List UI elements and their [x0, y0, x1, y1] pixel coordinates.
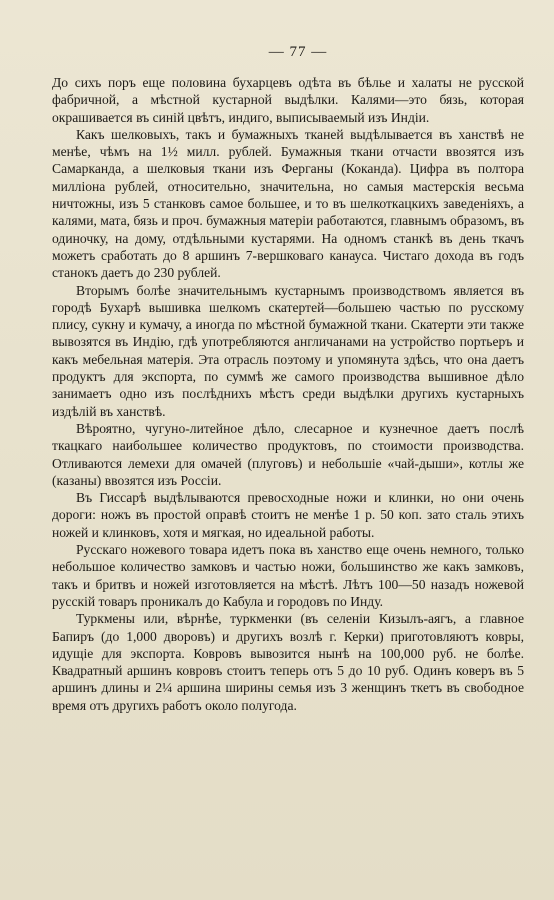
page-number: — 77 —: [268, 44, 328, 60]
paragraph: Вѣроятно, чугуно-литейное дѣло, слесарное и кузнечное даетъ послѣ ткацкаго наибольшее количество продуктовъ, по стоимости производства. Отливаются лемехи для омачей (плуговъ) и небольшіе «чай-дыши», котлы же (казаны) ввозятся изъ Россіи.: [52, 420, 524, 488]
paragraph: Вторымъ болѣе значительнымъ кустарнымъ производствомъ является въ городѣ Бухарѣ вышивка шелкомъ скатертей—большею частью по русскому плису, сукну и кумачу, а иногда по мѣстной бумажной ткани. Скатерти эти также вывозятся въ Индію, гдѣ употребляются англичанами на устройство портьеръ и какъ мебельная матерія. Эта отрасль поэтому и упомянута здѣсь, что она даетъ продуктъ для экспорта, по суммѣ же самого производства вышивное дѣло занимаетъ одно изъ послѣднихъ мѣстъ среди выдѣлки другихъ кустарныхъ издѣлій въ ханствѣ.: [52, 282, 524, 419]
paragraph: Туркмены или, вѣрнѣе, туркменки (въ селеніи Кизылъ-аягъ, а главное Бапиръ (до 1,000 дворовъ) и другихъ возлѣ г. Керки) приготовляютъ ковры, идущіе для экспорта. Ковровъ вывозится нынѣ на 100,000 руб. не болѣе. Квадратный аршинъ ковровъ стоитъ теперь отъ 5 до 10 руб. Одинъ коверъ въ 5 аршинъ длины и 2¼ аршина ширины семья изъ 3 женщинъ ткетъ въ свободное время отъ другихъ работъ около полугода.: [52, 611, 524, 713]
paragraph: Въ Гиссарѣ выдѣлываются превосходные ножи и клинки, но они очень дороги: ножъ въ простой оправѣ стоитъ не менѣе 1 р. 50 коп. зато сталь этихъ ножей и клинковъ, хотя и мягкая, но идеальной работы.: [52, 490, 524, 540]
paragraph: Какъ шелковыхъ, такъ и бумажныхъ тканей выдѣлывается въ ханствѣ не менѣе, чѣмъ на 1½ милл. рублей. Бумажныя ткани отчасти ввозятся изъ Самарканда, а шелковыя ткани изъ Ферганы (Коканда). Цифра въ полтора милліона рублей, относительно, значительна, но самыя мастерскія весьма ничтожны, изъ 5 станковъ самое большее, и то въ шелкоткацкихъ заведеніяхъ, а калями, мата, бязь и проч. бумажныя матеріи работаются, главнымъ образомъ, въ одиночку, на дому, отдѣльными кустарями. На одномъ станкѣ въ день ткачъ можетъ сработать до 8 аршинъ 7-вершковаго канауса. Чистаго дохода въ годъ станокъ даетъ до 230 рублей.: [52, 126, 524, 281]
paragraph: Русскаго ножевого товара идетъ пока въ ханство еще очень немного, только небольшое количество замковъ и частью ножи, большинство же какъ замковъ, такъ и бритвъ и ножей изготовляется на мѣстѣ. Лѣтъ 100—50 назадъ ножевой русскій товаръ проникалъ до Кабула и городовъ по Инду.: [52, 542, 524, 609]
paragraph: До сихъ поръ еще половина бухарцевъ одѣта въ бѣлье и халаты не русской фабричной, а мѣстной кустарной выдѣлки. Калями—это бязь, которая окрашивается въ синій цвѣтъ, индиго, выписываемый изъ Индіи.: [52, 75, 524, 125]
body-text: [52, 74, 524, 714]
